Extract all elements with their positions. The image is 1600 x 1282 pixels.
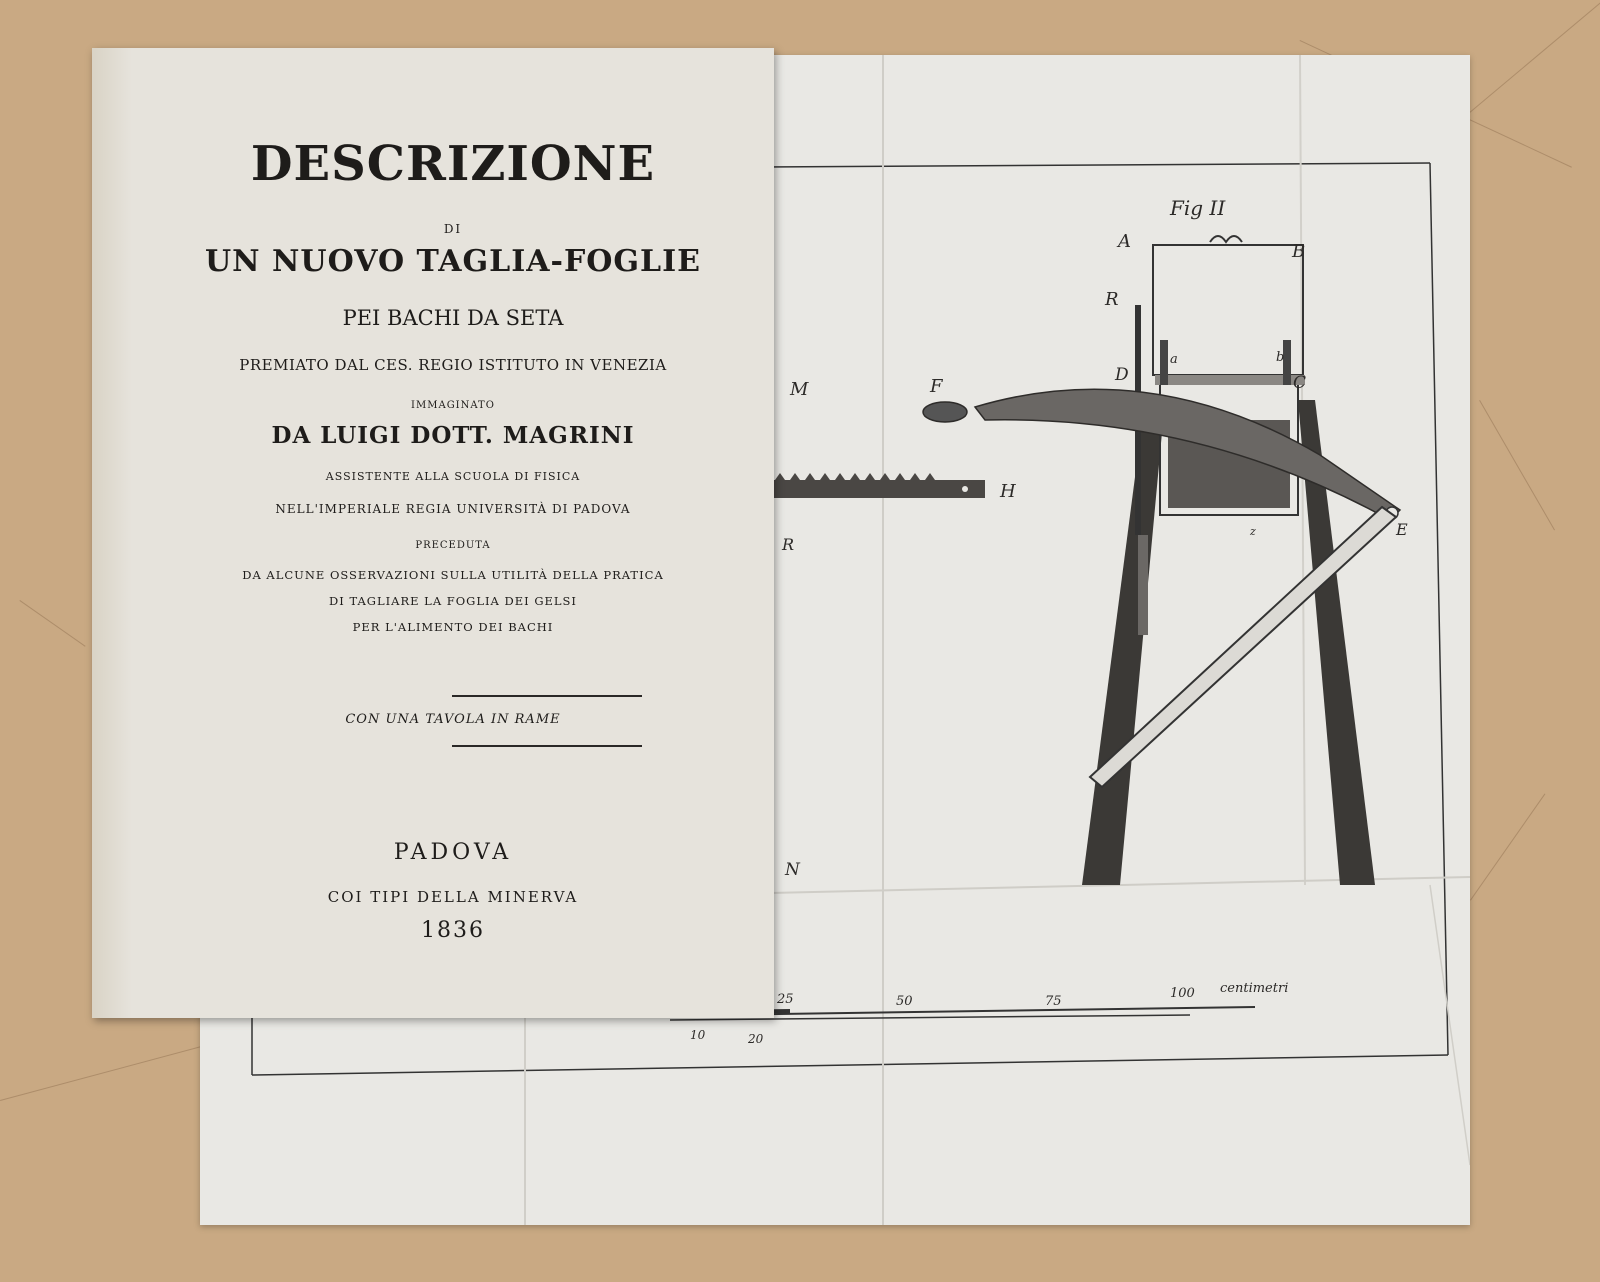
scale-label-50: 50 bbox=[896, 994, 913, 1009]
plate-figure-label: Fig II bbox=[1170, 196, 1226, 220]
plate-letter-b-lower: b bbox=[1276, 350, 1285, 365]
cardboard-scratch bbox=[0, 1043, 213, 1101]
scale-label-75: 75 bbox=[1045, 994, 1062, 1009]
cardboard-scratch bbox=[1479, 400, 1555, 530]
plate-letter-r-left: R bbox=[782, 535, 795, 554]
scale-label-25: 25 bbox=[777, 992, 794, 1007]
cardboard-scratch bbox=[1460, 0, 1600, 121]
scale-label-20: 20 bbox=[748, 1032, 764, 1046]
cardboard-scratch bbox=[19, 600, 85, 647]
plate-letter-c: C bbox=[1293, 373, 1307, 393]
title-heading: DESCRIZIONE bbox=[250, 136, 656, 192]
scale-label-100: 100 bbox=[1170, 986, 1195, 1001]
title-preceded: PRECEDUTA bbox=[415, 540, 491, 551]
title-di: DI bbox=[443, 222, 463, 236]
title-award: PREMIATO DAL CES. REGIO ISTITUTO IN VENEZIA bbox=[239, 356, 667, 374]
plate-letter-m: M bbox=[790, 379, 809, 400]
title-purpose: PEI BACHI DA SETA bbox=[342, 306, 564, 330]
title-imagined: IMMAGINATO bbox=[411, 400, 495, 411]
plate-letter-h: H bbox=[1000, 481, 1016, 502]
plate-letter-f: F bbox=[930, 376, 943, 397]
plate-letter-r-top: R bbox=[1105, 289, 1119, 310]
plate-letter-a-upper: A bbox=[1118, 231, 1131, 252]
plate-letter-d: D bbox=[1115, 365, 1129, 385]
title-author: DA LUIGI DOTT. MAGRINI bbox=[271, 422, 635, 449]
imprint-printer: COI TIPI DELLA MINERVA bbox=[327, 888, 579, 906]
title-observations-1: DA ALCUNE OSSERVAZIONI SULLA UTILITÀ DELLA PRATICA bbox=[242, 568, 664, 582]
plate-letter-z: z bbox=[1250, 525, 1256, 538]
scale-label-10: 10 bbox=[690, 1028, 706, 1042]
title-university: NELL'IMPERIALE REGIA UNIVERSITÀ DI PADOVA bbox=[275, 502, 631, 516]
title-rule-bottom bbox=[452, 745, 642, 747]
cardboard-scratch bbox=[1470, 794, 1545, 901]
title-plate-note: CON UNA TAVOLA IN RAME bbox=[345, 712, 561, 727]
plate-letter-a-lower: a bbox=[1170, 352, 1178, 367]
plate-letter-b-upper: B bbox=[1292, 241, 1306, 262]
title-observations-3: PER L'ALIMENTO DEI BACHI bbox=[352, 620, 554, 634]
title-author-role: ASSISTENTE ALLA SCUOLA DI FISICA bbox=[325, 470, 581, 483]
imprint-city: PADOVA bbox=[393, 840, 513, 865]
scale-unit-label: centimetri bbox=[1220, 981, 1289, 996]
imprint-year: 1836 bbox=[421, 918, 485, 943]
title-observations-2: DI TAGLIARE LA FOGLIA DEI GELSI bbox=[329, 594, 577, 608]
plate-letter-e: E bbox=[1396, 520, 1408, 539]
title-rule-top bbox=[452, 695, 642, 697]
plate-letter-n: N bbox=[785, 860, 800, 880]
title-subtitle: UN NUOVO TAGLIA-FOGLIE bbox=[204, 244, 702, 279]
title-page bbox=[92, 48, 774, 1018]
page-spine-edge bbox=[92, 48, 132, 1018]
